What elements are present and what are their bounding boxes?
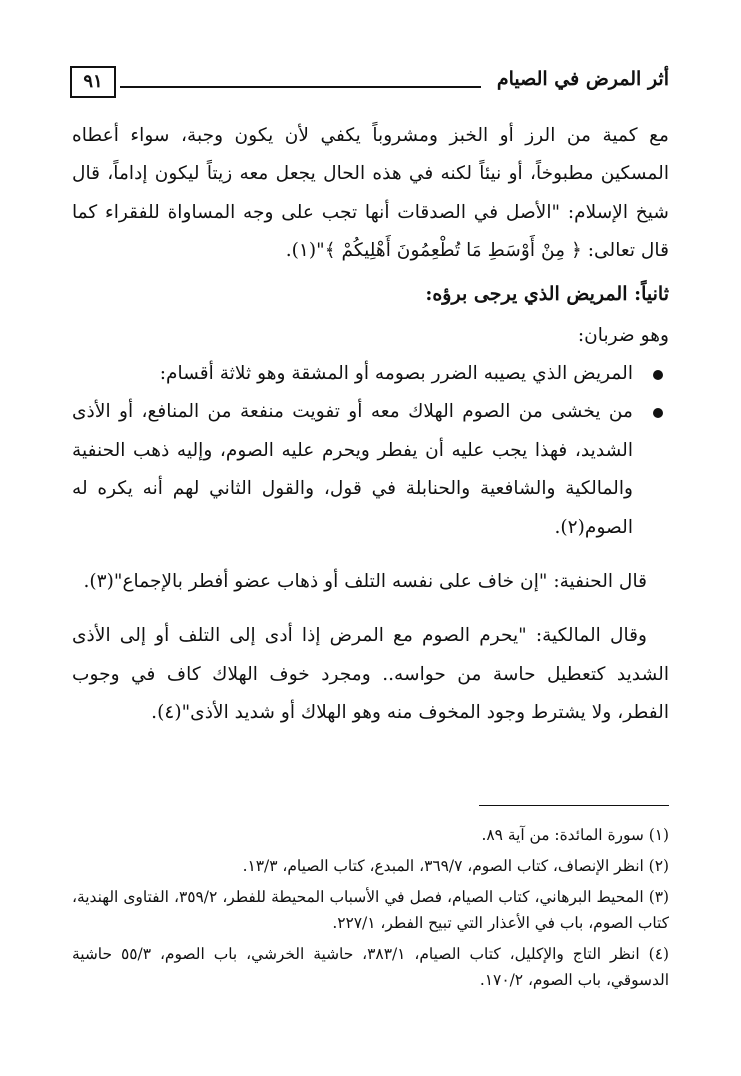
running-header: [70, 66, 669, 100]
bullet-dot-icon: [653, 408, 663, 418]
section-heading: ثانياً: المريض الذي يرجى برؤه:: [425, 282, 669, 305]
page-number: ٩١: [70, 66, 116, 98]
bullet-text-2: من يخشى من الصوم الهلاك معه أو تفويت منفعة من المنافع، أو الأذى الشديد، فهذا يجب عليه أن يفطر ويحرم عليه الصوم، وإليه ذهب الحنفية والمالكية والشافعية والحنابلة في قول، والقول الثاني لهم أنه يكره له الصوم(٢).: [72, 401, 633, 538]
footnote-separator: [479, 805, 669, 806]
bullet-item-1: [72, 355, 669, 393]
footnotes: [72, 822, 669, 998]
footnote-2: (٢) انظر الإنصاف، كتاب الصوم، ٣٦٩/٧، المبدع، كتاب الصيام، ١٣/٣.: [242, 857, 669, 875]
footnote-1: (١) سورة المائدة: من آية ٨٩.: [481, 826, 669, 844]
bullet-dot-icon: [653, 370, 663, 380]
intro-line: وهو ضربان:: [577, 324, 669, 346]
bullet-text-1: المريض الذي يصيبه الضرر بصومه أو المشقة وهو ثلاثة أقسام:: [159, 363, 633, 385]
header-rule: [120, 86, 481, 88]
main-text: [72, 117, 669, 733]
paragraph-hanafi: قال الحنفية: "إن خاف على نفسه التلف أو ذهاب عضو أفطر بالإجماع"(٣).: [83, 571, 647, 593]
footnote-4: (٤) انظر التاج والإكليل، كتاب الصيام، ٣٨٣/١، حاشية الخرشي، باب الصوم، ٥٥/٣ حاشية الدسوقي، باب الصوم، ١٧٠/٢.: [72, 945, 669, 989]
bullet-item-2: [72, 393, 669, 547]
footnote-3: (٣) المحيط البرهاني، كتاب الصيام، فصل في الأسباب المحيطة للفطر، ٣٥٩/٢، الفتاوى الهندية، كتاب الصوم، باب في الأعذار التي تبيح الفطر، ٢٢٧/١.: [72, 888, 669, 932]
paragraph-maliki: وقال المالكية: "يحرم الصوم مع المرض إذا أدى إلى التلف أو إلى الأذى الشديد كتعطيل حاسة من حواسه.. ومجرد خوف الهلاك كاف في وجوب الفطر، ولا يشترط وجود المخوف منه وهو الهلاك أو شديد الأذى"(٤).: [72, 625, 669, 724]
running-title: أثر المرض في الصيام: [496, 68, 669, 90]
paragraph-1: مع كمية من الرز أو الخبز ومشروباً يكفي لأن يكون وجبة، سواء أعطاه المسكين مطبوخاً، أو نيئاً لكنه في هذه الحال يجعل معه زيتاً ليكون إداماً، قال شيخ الإسلام: "الأصل في الصدقات أنها تجب على وجه المساواة للفقراء كما قال تعالى: ﴿ مِنْ أَوْسَطِ مَا تُطْعِمُونَ أَهْلِيكُمْ ﴾"(١).: [72, 125, 669, 262]
